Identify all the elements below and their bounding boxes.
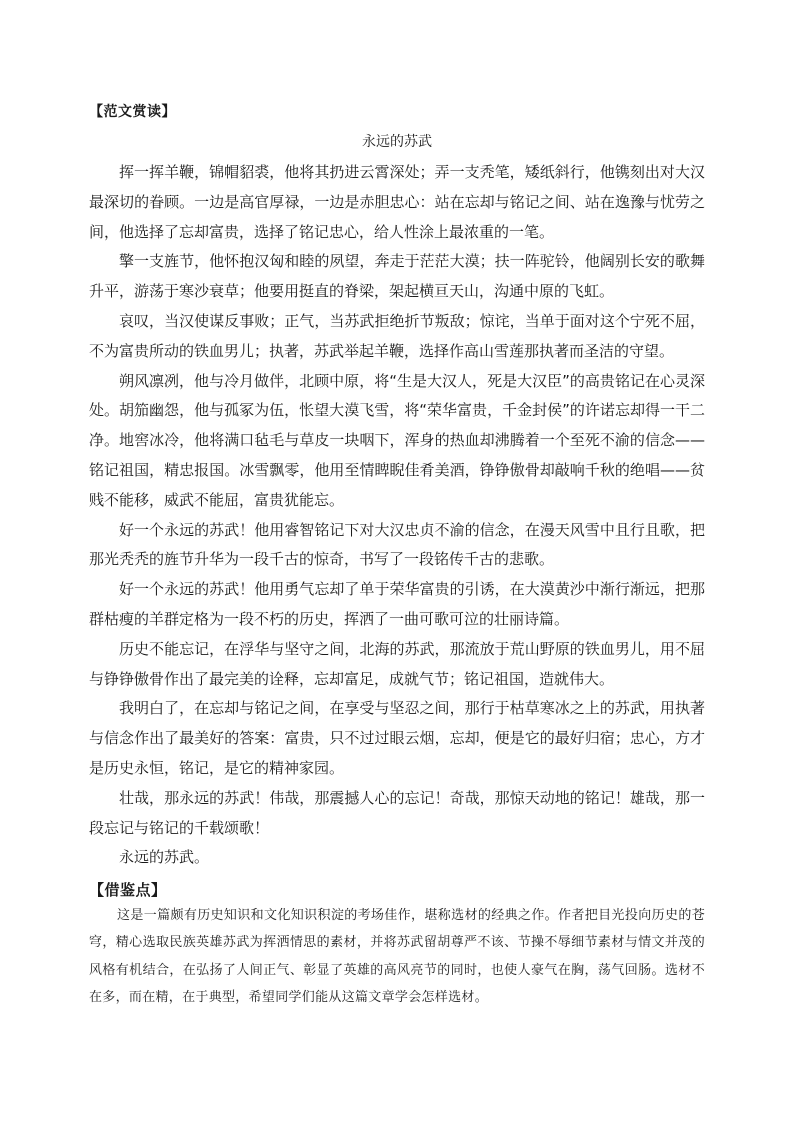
essay-body xyxy=(89,158,705,873)
essay-paragraph: 我明白了，在忘却与铭记之间，在享受与坚忍之间，那行于枯草寒冰之上的苏武，用执著与信念作出了最美好的答案：富贵，只不过过眼云烟，忘却，便是它的最好归宿；忠心，方才是历史永恒，铭记，是它的精神家园。 xyxy=(89,699,705,777)
essay-paragraph: 历史不能忘记，在浮华与坚守之间，北海的苏武，那流放于荒山野原的铁血男儿，用不屈与铮铮傲骨作出了最完美的诠释，忘却富足，成就气节；铭记祖国，造就伟大。 xyxy=(89,639,705,688)
essay-paragraph: 壮哉，那永远的苏武！伟哉，那震撼人心的忘记！奇哉，那惊天动地的铭记！雄哉，那一段忘记与铭记的千载颂歌！ xyxy=(89,788,705,837)
section-heading-commentary: 【借鉴点】 xyxy=(89,881,167,899)
essay-paragraph: 好一个永远的苏武！他用睿智铭记下对大汉忠贞不渝的信念，在漫天风雪中且行且歌，把那光秃秃的旌节升华为一段千古的惊奇，书写了一段铭传千古的悲歌。 xyxy=(89,520,705,569)
essay-paragraph: 朔风凛冽，他与冷月做伴，北顾中原，将“生是大汉人，死是大汉臣”的高贵铭记在心灵深处。胡笳幽怨，他与孤冢为伍，怅望大漠飞雪，将“荣华富贵，千金封侯”的许诺忘却得一干二净。地窖冰冷，他将满口毡毛与草皮一块咽下，浑身的热血却沸腾着一个至死不渝的信念——铭记祖国，精忠报国。冰雪飘零，他用至情睥睨佳肴美酒，铮铮傲骨却敲响千秋的绝唱——贫贱不能移，威武不能屈，富贵犹能忘。 xyxy=(89,371,705,509)
commentary-text: 这是一篇颇有历史知识和文化知识积淀的考场佳作，堪称选材的经典之作。作者把目光投向历史的苍穹，精心选取民族英雄苏武为挥洒情思的素材，并将苏武留胡尊严不该、节操不辱细节素材与情文并茂的风格有机结合，在弘扬了人间正气、彰显了英雄的高风亮节的同时，也使人豪气在胸，荡气回肠。选材不在多，而在精，在于典型，希望同学们能从这篇文章学会怎样选材。 xyxy=(89,908,705,1006)
essay-paragraph: 永远的苏武。 xyxy=(119,848,210,867)
section-heading-reading: 【范文赏读】 xyxy=(89,104,176,120)
essay-paragraph: 好一个永远的苏武！他用勇气忘却了单于荣华富贵的引诱，在大漠黄沙中渐行渐远，把那群枯瘦的羊群定格为一段不朽的历史，挥洒了一曲可歌可泣的壮丽诗篇。 xyxy=(89,580,705,628)
essay-paragraph: 擎一支旌节，他怀抱汉匈和睦的夙望，奔走于茫茫大漠；扶一阵驼铃，他阔别长安的歌舞升平，游荡于寒沙衰草；他要用挺直的脊梁，架起横亘天山，沟通中原的飞虹。 xyxy=(89,252,705,301)
essay-paragraph: 挥一挥羊鞭，锦帽貂裘，他将其扔进云霄深处；弄一支秃笔，矮纸斜行，他镌刻出对大汉最深切的眷顾。一边是高官厚禄，一边是赤胆忠心：站在忘却与铭记之间、站在逸豫与忧劳之间，他选择了忘却富贵，选择了铭记忠心，给人性涂上最浓重的一笔。 xyxy=(89,163,705,241)
essay-paragraph: 哀叹，当汉使谋反事败；正气，当苏武拒绝折节叛敌；惊诧，当单于面对这个宁死不屈，不为富贵所动的铁血男儿；执著，苏武举起羊鞭，选择作高山雪莲那执著而圣洁的守望。 xyxy=(89,311,705,360)
essay-title: 永远的苏武 xyxy=(362,134,432,150)
